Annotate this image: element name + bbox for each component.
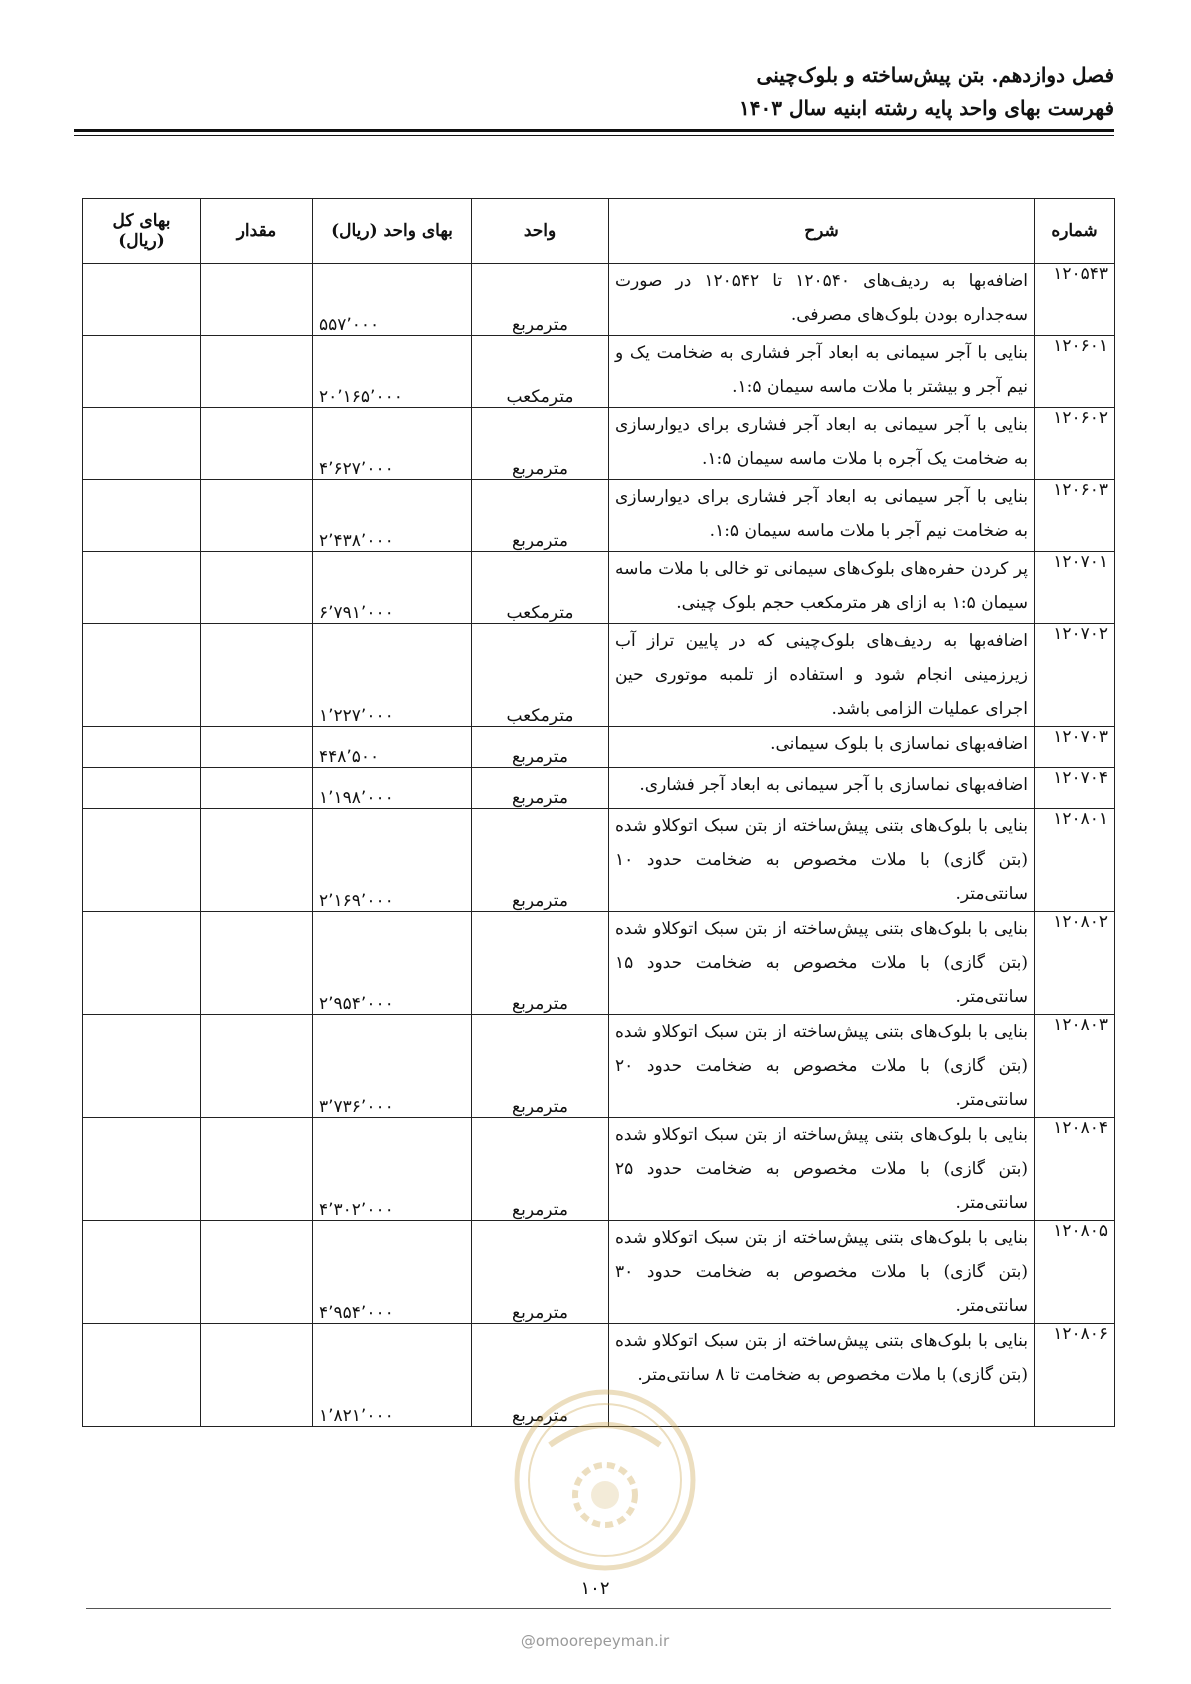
table-row xyxy=(83,1221,1115,1324)
table-header-row xyxy=(83,199,1115,264)
item-total xyxy=(83,336,201,408)
item-quantity xyxy=(201,1118,313,1221)
item-quantity xyxy=(201,336,313,408)
item-quantity xyxy=(201,408,313,480)
item-description: بنایی با بلوک‌های بتنی پیش‌ساخته از بتن سبک اتوکلاو شده (بتن گازی) با ملات مخصوص به ضخامت حدود ۱۵ سانتی‌متر. xyxy=(609,912,1035,1015)
item-unit: مترمربع xyxy=(472,1221,609,1324)
chapter-title: فصل دوازدهم. بتن پیش‌ساخته و بلوک‌چینی xyxy=(756,63,1114,87)
item-unit-price: ۲۰٬۱۶۵٬۰۰۰ xyxy=(313,336,472,408)
table-row xyxy=(83,1015,1115,1118)
item-total xyxy=(83,809,201,912)
item-number: ۱۲۰۸۰۳ xyxy=(1035,1015,1115,1118)
item-description: بنایی با آجر سیمانی به ابعاد آجر فشاری برای دیوارسازی به ضخامت نیم آجر با ملات ماسه سیمان ۱:۵. xyxy=(609,480,1035,552)
item-quantity xyxy=(201,912,313,1015)
item-description: بنایی با بلوک‌های بتنی پیش‌ساخته از بتن سبک اتوکلاو شده (بتن گازی) با ملات مخصوص به ضخامت حدود ۳۰ سانتی‌متر. xyxy=(609,1221,1035,1324)
item-number: ۱۲۰۶۰۱ xyxy=(1035,336,1115,408)
item-total xyxy=(83,1324,201,1427)
item-unit-price: ۱٬۸۲۱٬۰۰۰ xyxy=(313,1324,472,1427)
item-number: ۱۲۰۷۰۳ xyxy=(1035,727,1115,768)
header-unit: واحد xyxy=(472,199,609,264)
item-unit: مترمربع xyxy=(472,809,609,912)
table-row xyxy=(83,336,1115,408)
item-unit: مترمربع xyxy=(472,768,609,809)
table-row xyxy=(83,552,1115,624)
item-unit: مترمربع xyxy=(472,1324,609,1427)
item-quantity xyxy=(201,809,313,912)
item-total xyxy=(83,727,201,768)
item-unit: مترمربع xyxy=(472,912,609,1015)
header-total: بهای کل (ریال) xyxy=(83,199,201,264)
item-number: ۱۲۰۸۰۱ xyxy=(1035,809,1115,912)
item-total xyxy=(83,1221,201,1324)
table-row xyxy=(83,264,1115,336)
item-total xyxy=(83,1118,201,1221)
item-number: ۱۲۰۷۰۲ xyxy=(1035,624,1115,727)
item-number: ۱۲۰۶۰۲ xyxy=(1035,408,1115,480)
table-row xyxy=(83,1118,1115,1221)
item-unit-price: ۱٬۱۹۸٬۰۰۰ xyxy=(313,768,472,809)
item-unit-price: ۴۴۸٬۵۰۰ xyxy=(313,727,472,768)
item-number: ۱۲۰۸۰۵ xyxy=(1035,1221,1115,1324)
item-unit-price: ۱٬۲۲۷٬۰۰۰ xyxy=(313,624,472,727)
item-number: ۱۲۰۸۰۶ xyxy=(1035,1324,1115,1427)
item-unit: مترمربع xyxy=(472,1118,609,1221)
item-description: اضافه‌بها به ردیف‌های بلوک‌چینی که در پایین تراز آب زیرزمینی انجام شود و استفاده از تلمبه موتوری حین اجرای عملیات الزامی باشد. xyxy=(609,624,1035,727)
table-row xyxy=(83,809,1115,912)
item-unit: مترمکعب xyxy=(472,552,609,624)
item-quantity xyxy=(201,480,313,552)
item-unit-price: ۳٬۷۳۶٬۰۰۰ xyxy=(313,1015,472,1118)
item-total xyxy=(83,1015,201,1118)
header-description: شرح xyxy=(609,199,1035,264)
item-description: بنایی با آجر سیمانی به ابعاد آجر فشاری برای دیوارسازی به ضخامت یک آجره با ملات ماسه سیمان ۱:۵. xyxy=(609,408,1035,480)
item-description: بنایی با آجر سیمانی به ابعاد آجر فشاری به ضخامت یک و نیم آجر و بیشتر با ملات ماسه سیمان ۱:۵. xyxy=(609,336,1035,408)
item-quantity xyxy=(201,552,313,624)
item-unit-price: ۶٬۷۹۱٬۰۰۰ xyxy=(313,552,472,624)
item-total xyxy=(83,768,201,809)
item-number: ۱۲۰۶۰۳ xyxy=(1035,480,1115,552)
item-description: پر کردن حفره‌های بلوک‌های سیمانی تو خالی با ملات ماسه سیمان ۱:۵ به ازای هر مترمکعب حجم بلوک چینی. xyxy=(609,552,1035,624)
item-quantity xyxy=(201,1324,313,1427)
item-description: بنایی با بلوک‌های بتنی پیش‌ساخته از بتن سبک اتوکلاو شده (بتن گازی) با ملات مخصوص به ضخامت حدود ۲۵ سانتی‌متر. xyxy=(609,1118,1035,1221)
item-unit-price: ۲٬۱۶۹٬۰۰۰ xyxy=(313,809,472,912)
item-number: ۱۲۰۸۰۲ xyxy=(1035,912,1115,1015)
item-unit-price: ۴٬۹۵۴٬۰۰۰ xyxy=(313,1221,472,1324)
header-rule-thick xyxy=(74,129,1114,132)
footer-rule xyxy=(86,1608,1111,1609)
table-row xyxy=(83,1324,1115,1427)
item-unit-price: ۲٬۹۵۴٬۰۰۰ xyxy=(313,912,472,1015)
page-header xyxy=(74,58,1114,124)
item-total xyxy=(83,264,201,336)
header-number: شماره xyxy=(1035,199,1115,264)
header-quantity: مقدار xyxy=(201,199,313,264)
page-number: ۱۰۲ xyxy=(580,1578,610,1599)
price-table xyxy=(82,198,1115,1427)
item-unit-price: ۵۵۷٬۰۰۰ xyxy=(313,264,472,336)
item-unit: مترمربع xyxy=(472,727,609,768)
document-subtitle: فهرست بهای واحد پایه رشته ابنیه سال ۱۴۰۳ xyxy=(739,96,1114,120)
item-unit: مترمکعب xyxy=(472,624,609,727)
item-unit: مترمربع xyxy=(472,1015,609,1118)
table-row xyxy=(83,624,1115,727)
item-total xyxy=(83,408,201,480)
item-description: اضافه‌بها به ردیف‌های ۱۲۰۵۴۰ تا ۱۲۰۵۴۲ در صورت سه‌جداره بودن بلوک‌های مصرفی. xyxy=(609,264,1035,336)
item-unit: مترمربع xyxy=(472,408,609,480)
table-row xyxy=(83,727,1115,768)
item-total xyxy=(83,624,201,727)
item-total xyxy=(83,912,201,1015)
table-row xyxy=(83,480,1115,552)
header-unit-price: بهای واحد (ریال) xyxy=(313,199,472,264)
item-quantity xyxy=(201,1221,313,1324)
item-number: ۱۲۰۷۰۱ xyxy=(1035,552,1115,624)
item-description: بنایی با بلوک‌های بتنی پیش‌ساخته از بتن سبک اتوکلاو شده (بتن گازی) با ملات مخصوص به ضخامت تا ۸ سانتی‌متر. xyxy=(609,1324,1035,1427)
item-quantity xyxy=(201,768,313,809)
item-description: اضافه‌بهای نماسازی با بلوک سیمانی. xyxy=(609,727,1035,768)
item-quantity xyxy=(201,727,313,768)
item-total xyxy=(83,480,201,552)
item-quantity xyxy=(201,1015,313,1118)
item-unit: مترمکعب xyxy=(472,336,609,408)
item-number: ۱۲۰۷۰۴ xyxy=(1035,768,1115,809)
table-row xyxy=(83,408,1115,480)
website-watermark: @omoorepeyman.ir xyxy=(520,1632,670,1650)
item-unit: مترمربع xyxy=(472,264,609,336)
item-quantity xyxy=(201,264,313,336)
item-unit-price: ۲٬۴۳۸٬۰۰۰ xyxy=(313,480,472,552)
item-description: بنایی با بلوک‌های بتنی پیش‌ساخته از بتن سبک اتوکلاو شده (بتن گازی) با ملات مخصوص به ضخامت حدود ۲۰ سانتی‌متر. xyxy=(609,1015,1035,1118)
item-quantity xyxy=(201,624,313,727)
item-unit: مترمربع xyxy=(472,480,609,552)
item-description: اضافه‌بهای نماسازی با آجر سیمانی به ابعاد آجر فشاری. xyxy=(609,768,1035,809)
item-total xyxy=(83,552,201,624)
item-number: ۱۲۰۵۴۳ xyxy=(1035,264,1115,336)
item-number: ۱۲۰۸۰۴ xyxy=(1035,1118,1115,1221)
header-rule-thin xyxy=(74,135,1114,136)
item-description: بنایی با بلوک‌های بتنی پیش‌ساخته از بتن سبک اتوکلاو شده (بتن گازی) با ملات مخصوص به ضخامت حدود ۱۰ سانتی‌متر. xyxy=(609,809,1035,912)
table-body xyxy=(83,264,1115,1427)
item-unit-price: ۴٬۶۲۷٬۰۰۰ xyxy=(313,408,472,480)
table-row xyxy=(83,768,1115,809)
table-row xyxy=(83,912,1115,1015)
item-unit-price: ۴٬۳۰۲٬۰۰۰ xyxy=(313,1118,472,1221)
